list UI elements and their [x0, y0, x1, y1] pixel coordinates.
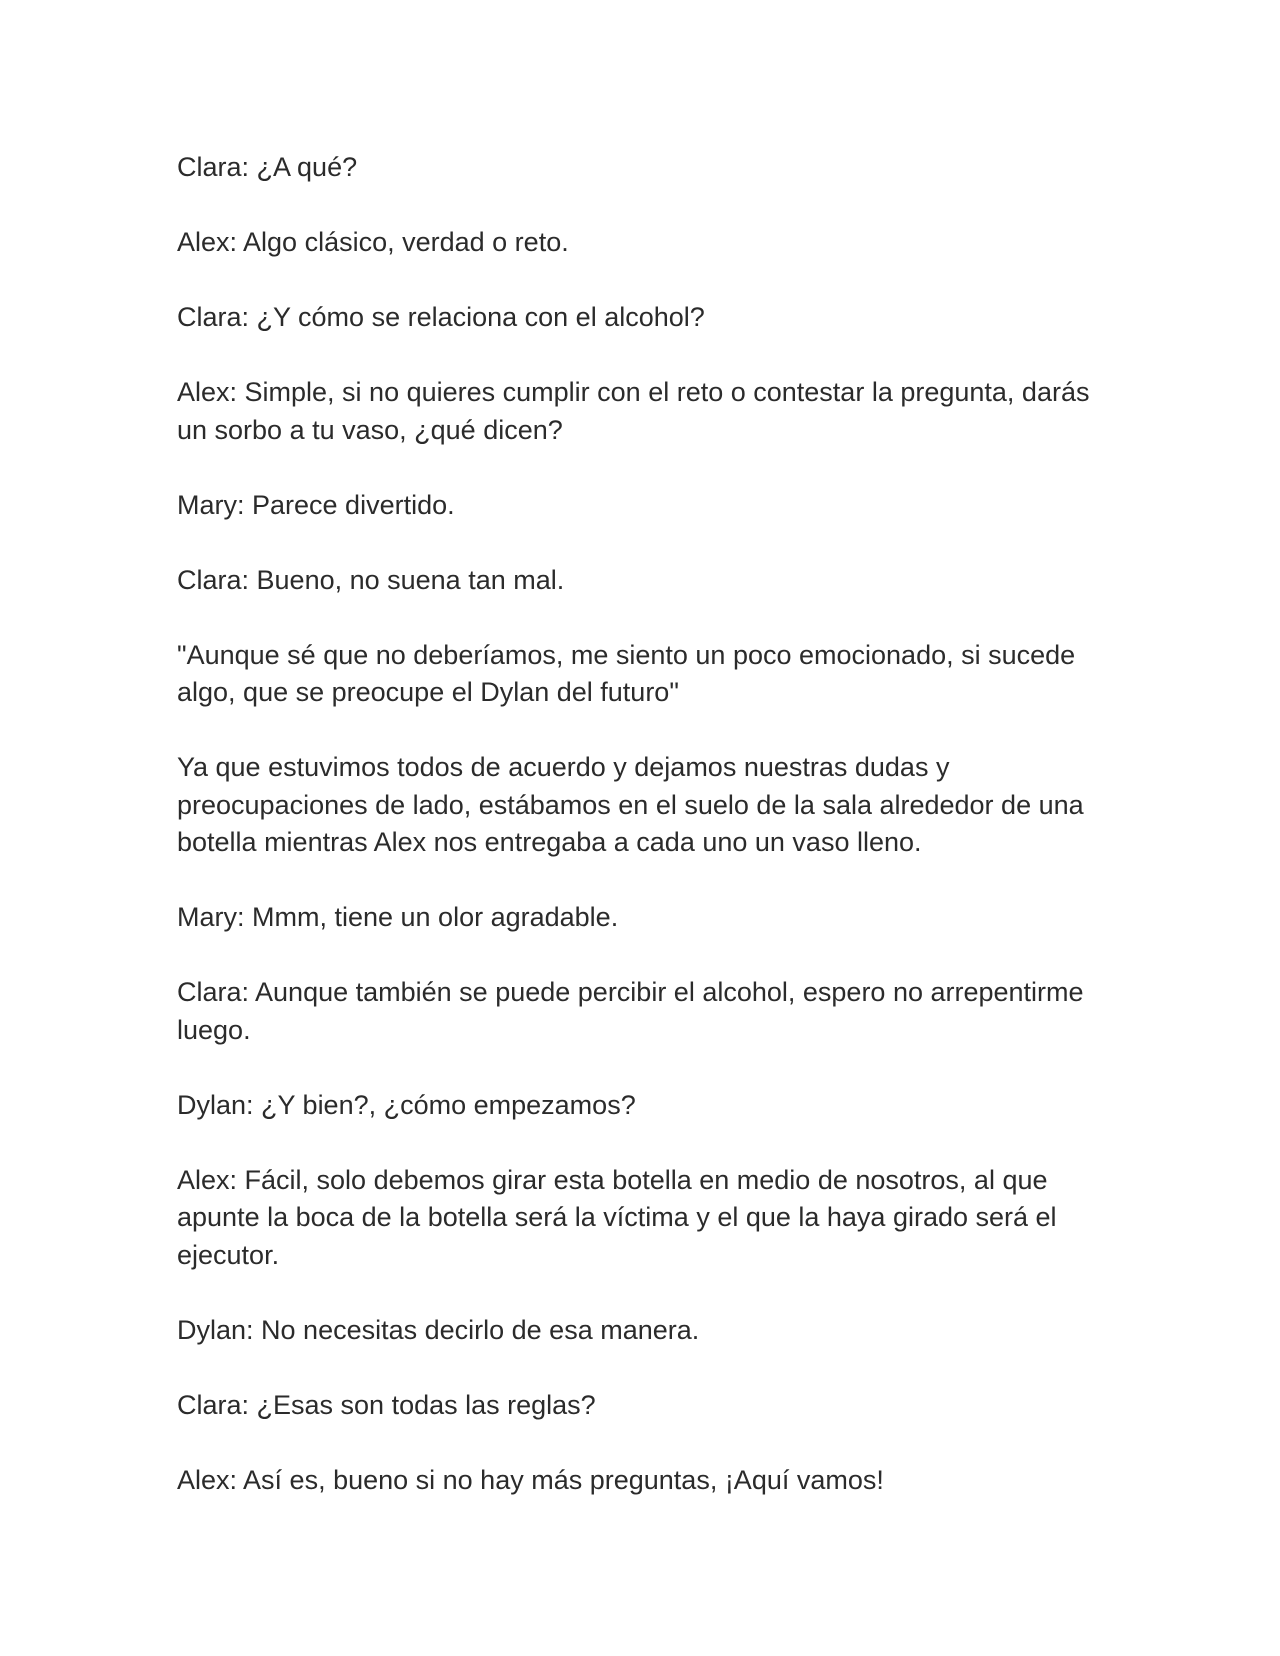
paragraph-5: Mary: Parece divertido. — [177, 489, 455, 520]
paragraph-6: Clara: Bueno, no suena tan mal. — [177, 564, 565, 595]
paragraph-15: Alex: Así es, bueno si no hay más preguntas, ¡Aquí vamos! — [177, 1464, 884, 1495]
paragraph-7: "Aunque sé que no deberíamos, me siento un poco emocionado, si sucede algo, que se preocupe el Dylan del futuro" — [177, 639, 1076, 707]
paragraph-1: Clara: ¿A qué? — [177, 152, 358, 182]
paragraph-14: Clara: ¿Esas son todas las reglas? — [177, 1389, 596, 1420]
paragraph-13: Dylan: No necesitas decirlo de esa manera. — [177, 1314, 700, 1345]
paragraph-8: Ya que estuvimos todos de acuerdo y dejamos nuestras dudas y preocupaciones de lado, estábamos en el suelo de la sala alrededor de una botella mientras Alex nos entregaba a cada uno un vaso lleno. — [177, 752, 1084, 857]
paragraph-10: Clara: Aunque también se puede percibir el alcohol, espero no arrepentirme luego. — [177, 977, 1084, 1045]
paragraph-11: Dylan: ¿Y bien?, ¿cómo empezamos? — [177, 1089, 636, 1120]
paragraph-3: Clara: ¿Y cómo se relaciona con el alcohol? — [177, 302, 705, 332]
paragraph-4: Alex: Simple, si no quieres cumplir con el reto o contestar la pregunta, darás un sorbo a tu vaso, ¿qué dicen? — [177, 377, 1090, 445]
paragraph-2: Alex: Algo clásico, verdad o reto. — [177, 227, 569, 257]
paragraph-9: Mary: Mmm, tiene un olor agradable. — [177, 902, 619, 932]
document-body — [177, 149, 1107, 1537]
paragraph-12: Alex: Fácil, solo debemos girar esta botella en medio de nosotros, al que apunte la boca de la botella será la víctima y el que la haya girado será el ejecutor. — [177, 1164, 1057, 1270]
